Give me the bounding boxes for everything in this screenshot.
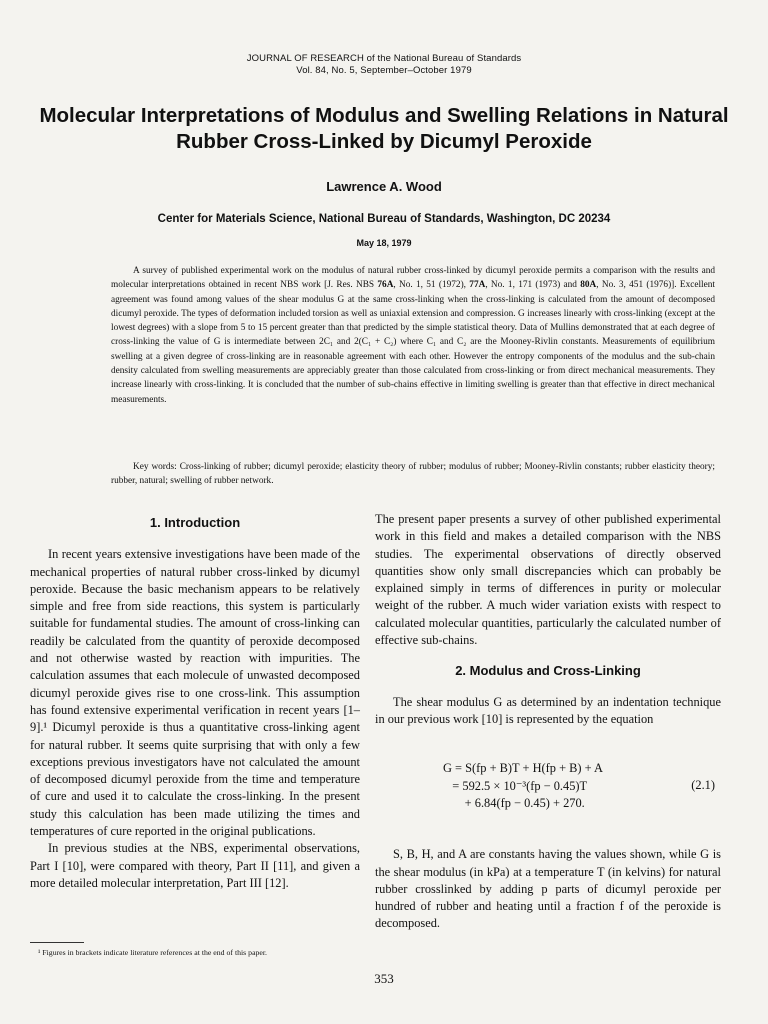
body-paragraph: In previous studies at the NBS, experimental observations, Part I [10], were compared with theory, Part II [11], and given a more detailed molecular interpretation, Part III [12]. bbox=[30, 841, 360, 890]
abstract bbox=[111, 264, 715, 407]
author-name: Lawrence A. Wood bbox=[326, 179, 442, 194]
equation-line: + 6.84(fp − 0.45) + 270. bbox=[443, 796, 585, 811]
section-heading-modulus: 2. Modulus and Cross-Linking bbox=[455, 663, 641, 679]
journal-header bbox=[0, 53, 768, 77]
footnote-divider bbox=[30, 942, 84, 943]
author-affiliation: Center for Materials Science, National Bureau of Standards, Washington, DC 20234 bbox=[157, 213, 611, 225]
journal-name: JOURNAL OF RESEARCH of the National Bureau of Standards bbox=[246, 53, 522, 64]
abstract-text: , No. 1, 51 (1972), bbox=[393, 280, 470, 291]
abstract-volume-ref: 80A bbox=[580, 280, 597, 291]
paper-title: Molecular Interpretations of Modulus and Swelling Relations in Natural Rubber Cross-Linked by Dicumyl Peroxide bbox=[39, 104, 729, 153]
body-paragraph: The present paper presents a survey of other published experimental work in this field and makes a detailed comparison with the NBS studies. The experimental observations of directly observed quantities show only small discrepancies which can probably be explained simply in terms of differences in purity or molecular weight of the rubber. A much wider variation exists with respect to calculated molecular quantities, particularly the calculated number of effective sub-chains. bbox=[375, 512, 721, 648]
abstract-text: A survey of published experimental work on the modulus of natural rubber cross-linked by dicumyl peroxide permits a comparison with the results and molecular interpretations obtained in recent NBS work [J. Res. NBS bbox=[111, 266, 715, 291]
left-column bbox=[30, 511, 360, 892]
equation-line: G = S(fp + B)T + H(fp + B) + A bbox=[443, 761, 603, 776]
keywords: Key words: Cross-linking of rubber; dicumyl peroxide; elasticity theory of rubber; modulus of rubber; Mooney-Rivlin constants; rubber elasticity theory; rubber, natural; swelling of rubber network. bbox=[111, 462, 715, 487]
section-heading-introduction: 1. Introduction bbox=[149, 515, 241, 530]
equation-2-1 bbox=[375, 760, 721, 814]
paper-date: May 18, 1979 bbox=[356, 238, 412, 248]
abstract-volume-ref: 76A bbox=[377, 280, 394, 291]
abstract-text: , No. 1, 171 (1973) and bbox=[485, 280, 581, 291]
equation-number: (2.1) bbox=[691, 778, 715, 793]
body-paragraph: In recent years extensive investigations have been made of the mechanical properties of natural rubber cross-linked by dicumyl peroxide. Because the basic mechanism appears to be relatively simple and free from side reactions, this system is particularly suitable for fundamental studies. The amount of cross-linking can readily be calculated from the quantity of peroxide decomposed and not otherwise wasted by reaction with impurities. The calculation assumes that each molecule of unwasted decomposed dicumyl peroxide gives rise to one cross-link. This assumption has found extensive experimental verification in recent years [1–9].¹ Dicumyl peroxide is thus a quantitative cross-linking agent for natural rubber. It seems quite surprising that with only a few exceptions previous investigators have not calculated the amount of decomposed dicumyl peroxide from the time and temperature of cure and used it to calculate the cross-linking. In the present study this calculation has been made utilizing the times and temperatures of cure reported in the original publications. bbox=[30, 547, 360, 839]
right-column bbox=[375, 511, 721, 933]
abstract-text: , No. 3, 451 (1976)]. Excellent agreement was found among values of the shear modulus G at the same cross-linking when the cross-linking is calculated from the amount of decomposed dicumyl peroxide. The types of deformation included torsion as well as uniaxial extension and compression. G increases linearly with cross-linking (except at the lowest degrees) with a slope from 5 to 15 percent greater than that predicted by the simple statistical theory. Data of Mullins demonstrated that at each degree of cross-linking the value of G is intermediate between 2C₁ and 2(C₁ + C₂) where C₁ and C₂ are the Mooney-Rivlin constants. Measurements of equilibrium swelling at a given degree of cross-linking are in reasonable agreement with each other. However the entropy components of the modulus and the sub-chain density calculated from swelling measurements are appreciably greater than those calculated from cross-linking or from direct mechanical measurements. They increase linearly with cross-linking. It is concluded that the number of sub-chains effective in limiting swelling is greater than that effective in direct mechanical measurements. bbox=[111, 280, 715, 405]
equation-line: = 592.5 × 10⁻³(fp − 0.45)T bbox=[443, 778, 588, 793]
journal-volume: Vol. 84, No. 5, September–October 1979 bbox=[296, 65, 472, 76]
abstract-volume-ref: 77A bbox=[469, 280, 486, 291]
footnote: ¹ Figures in brackets indicate literature references at the end of this paper. bbox=[38, 948, 268, 957]
equation-lines bbox=[443, 760, 603, 813]
body-paragraph: The shear modulus G as determined by an indentation technique in our previous work [10] is represented by the equation bbox=[375, 694, 721, 726]
page-number: 353 bbox=[374, 971, 394, 986]
body-paragraph: S, B, H, and A are constants having the values shown, while G is the shear modulus (in kPa) at a temperature T (in kelvins) for natural rubber crosslinked by adding p parts of dicumyl peroxide per hundred of rubber and heating until a fraction f of the peroxide is decomposed. bbox=[375, 847, 721, 931]
